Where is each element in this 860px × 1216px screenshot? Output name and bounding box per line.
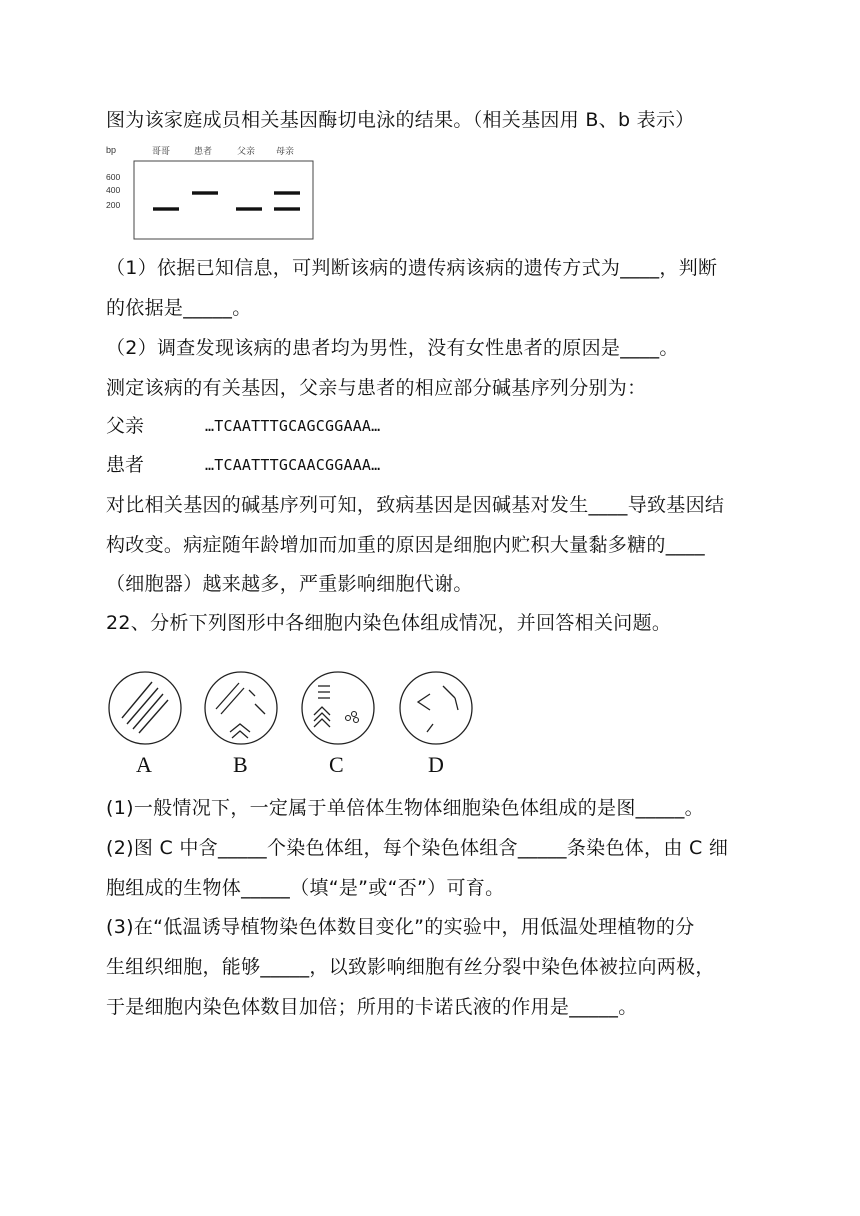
sequence-intro: 测定该病的有关基因，父亲与患者的相应部分碱基序列分别为： — [106, 377, 647, 399]
q1-line-2: 的依据是_____。 — [106, 297, 252, 319]
gel-bands — [153, 191, 300, 210]
father-sequence: …TCAATTTGCAGCGGAAA… — [205, 417, 381, 435]
part-2-line-1: (2)图 C 中含_____个染色体组，每个染色体组含_____条染色体，由 C 细 — [106, 837, 729, 859]
gel-band-4-200 — [274, 207, 300, 210]
father-label: 父亲 — [106, 415, 145, 437]
gel-band-3-200 — [236, 207, 262, 210]
gel-band-2-400 — [192, 191, 218, 194]
gel-lane-label-4: 母亲 — [276, 146, 295, 156]
gel-lane-label-1: 哥哥 — [152, 146, 171, 156]
gel-electrophoresis-figure — [104, 142, 320, 244]
patient-sequence: …TCAATTTGCAACGGAAA… — [205, 456, 381, 474]
part-3-line-1: (3)在“低温诱导植物染色体数目变化”的实验中，用低温处理植物的分 — [106, 916, 695, 938]
gel-ladder-600: 600 — [106, 172, 121, 182]
cell-c — [302, 672, 374, 777]
gel-frame — [134, 161, 313, 239]
gel-lane-label-3: 父亲 — [237, 146, 256, 156]
gel-ladder-400: 400 — [106, 185, 121, 195]
gel-svg — [104, 142, 320, 244]
part-1-line: (1)一般情况下，一定属于单倍体生物体细胞染色体组成的是图_____。 — [106, 797, 704, 819]
gel-band-4-400 — [274, 191, 300, 194]
cells-svg — [100, 662, 490, 780]
gel-band-1-200 — [153, 207, 179, 210]
q1-line-1: （1）依据已知信息，可判断该病的遗传病该病的遗传方式为____，判断 — [106, 257, 718, 279]
chromosome-cells-figure — [100, 662, 490, 780]
part-2-line-2: 胞组成的生物体_____（填“是”或“否”）可育。 — [106, 877, 505, 899]
part-3-line-3: 于是细胞内染色体数目加倍；所用的卡诺氏液的作用是_____。 — [106, 996, 638, 1018]
compare-line-3: （细胞器）越来越多，严重影响细胞代谢。 — [106, 573, 473, 595]
gel-ladder-200: 200 — [106, 200, 121, 210]
patient-label: 患者 — [106, 454, 145, 476]
cell-a — [109, 672, 181, 777]
part-3-line-2: 生组织细胞，能够_____，以致影响细胞有丝分裂中染色体被拉向两极， — [106, 956, 715, 978]
cell-a-label: A — [136, 752, 152, 777]
q2-line: （2）调查发现该病的患者均为男性，没有女性患者的原因是____。 — [106, 337, 679, 359]
cell-c-label: C — [329, 752, 344, 777]
compare-line-1: 对比相关基因的碱基序列可知，致病基因是因碱基对发生____导致基因结 — [106, 494, 725, 516]
cell-d — [400, 672, 472, 777]
compare-line-2: 构改变。病症随年龄增加而加重的原因是细胞内贮积大量黏多糖的____ — [106, 534, 705, 556]
cell-d-label: D — [428, 752, 444, 777]
gel-unit-label: bp — [106, 145, 117, 155]
cell-b — [205, 672, 277, 777]
question-22-heading: 22、分析下列图形中各细胞内染色体组成情况，并回答相关问题。 — [106, 612, 672, 634]
cell-b-label: B — [233, 752, 248, 777]
gel-lane-label-2: 患者 — [194, 146, 213, 156]
intro-text: 图为该家庭成员相关基因酶切电泳的结果。（相关基因用 B、b 表示） — [106, 109, 695, 131]
